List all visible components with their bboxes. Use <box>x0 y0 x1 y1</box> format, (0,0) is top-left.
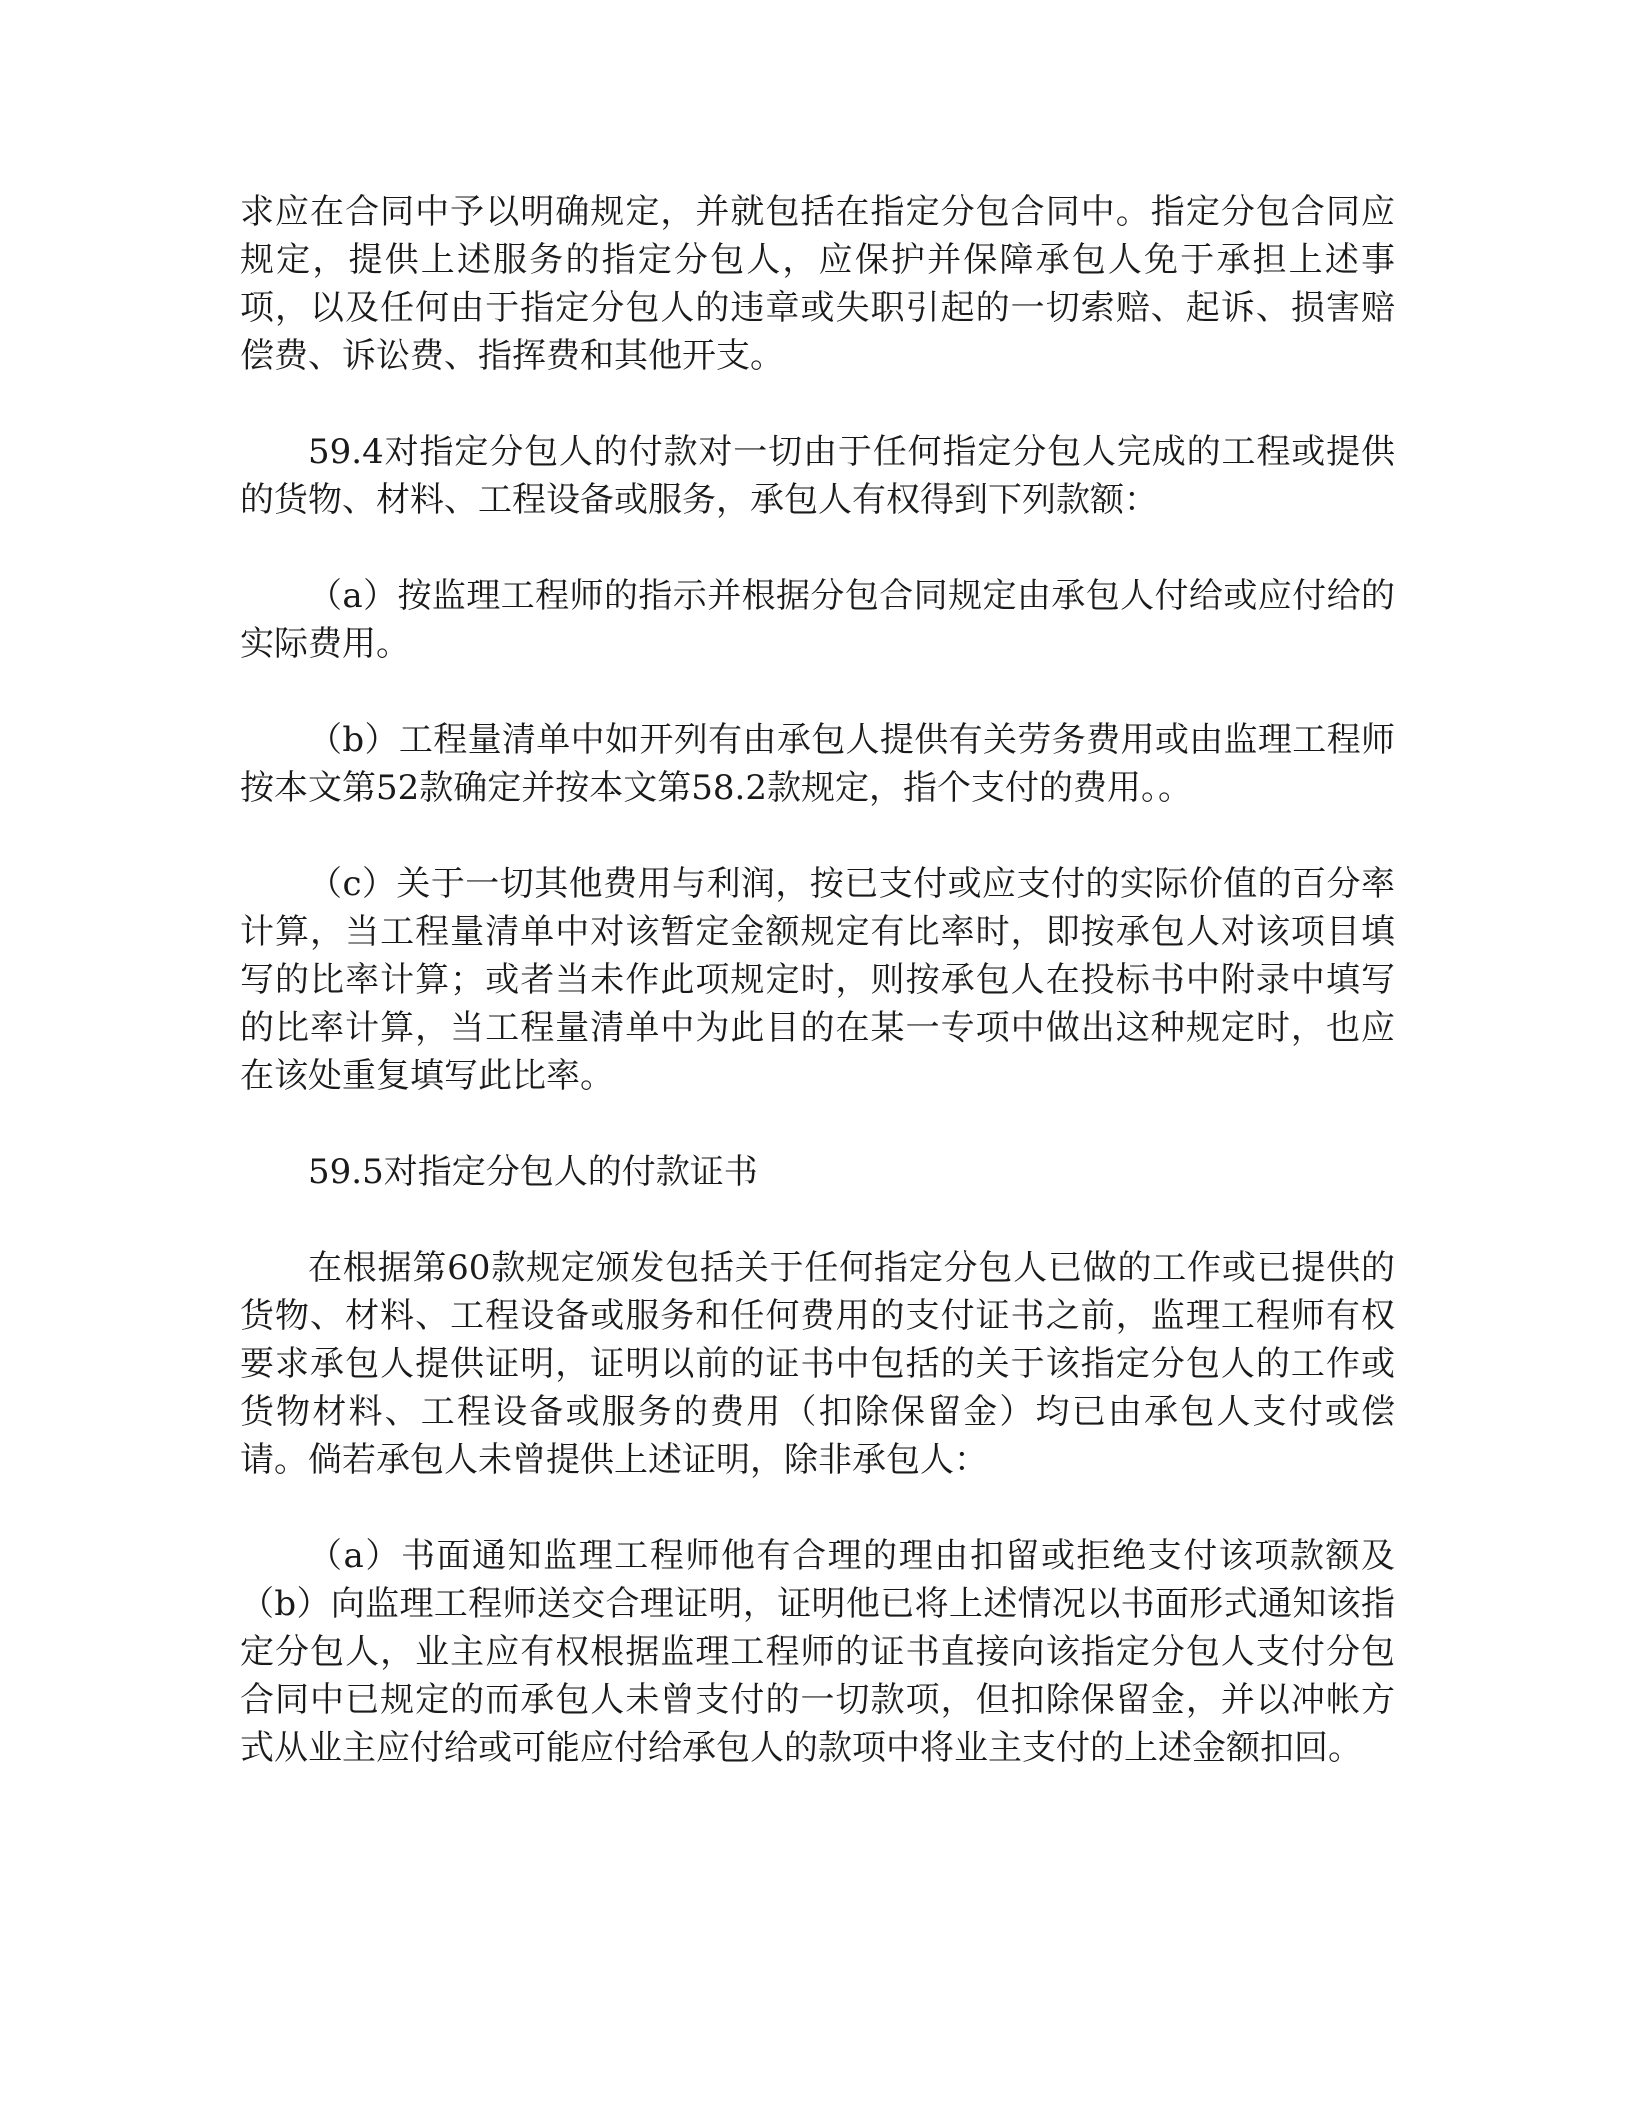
paragraph-gap <box>240 812 1395 860</box>
heading-59-5-payment-certificate: 59.5对指定分包人的付款证书 <box>308 1152 758 1192</box>
paragraph-certificate-proof: 在根据第60款规定颁发包括关于任何指定分包人已做的工作或已提供的货物、材料、工程设备或服务和任何费用的支付证书之前，监理工程师有权要求承包人提供证明，证明以前的证书中包括的关于该指定分包人的工作或货物材料、工程设备或服务的费用（扣除保留金）均已由承包人支付或偿请。倘若承包人未曾提供上述证明，除非承包人： <box>240 1248 1395 1480</box>
document-body <box>240 188 1395 1772</box>
paragraph-item-c-other-charges: （c）关于一切其他费用与利润，按已支付或应支付的实际价值的百分率计算，当工程量清单中对该暂定金额规定有比率时，即按承包人对该项目填写的比率计算；或者当未作此项规定时，则按承包人在投标书中附录中填写的比率计算，当工程量清单中为此目的在某一专项中做出这种规定时，也应在该处重复填写此比率。 <box>240 864 1395 1096</box>
paragraph-gap <box>240 380 1395 428</box>
paragraph-gap <box>240 668 1395 716</box>
paragraph-item-a-actual-cost: （a）按监理工程师的指示并根据分包合同规定由承包人付给或应付给的实际费用。 <box>240 576 1395 664</box>
paragraph-gap <box>240 524 1395 572</box>
paragraph-item-b-labour-charges: （b）工程量清单中如开列有由承包人提供有关劳务费用或由监理工程师按本文第52款确定并按本文第58.2款规定，指个支付的费用。。 <box>240 720 1395 808</box>
paragraph-direct-payment: （a）书面通知监理工程师他有合理的理由扣留或拒绝支付该项款额及（b）向监理工程师送交合理证明，证明他已将上述情况以书面形式通知该指定分包人，业主应有权根据监理工程师的证书直接向该指定分包人支付分包合同中已规定的而承包人未曾支付的一切款项，但扣除保留金，并以冲帐方式从业主应付给或可能应付给承包人的款项中将业主支付的上述金额扣回。 <box>240 1536 1395 1768</box>
paragraph-gap <box>240 1196 1395 1244</box>
paragraph-gap <box>240 1484 1395 1532</box>
paragraph-services-obligation: 求应在合同中予以明确规定，并就包括在指定分包合同中。指定分包合同应规定，提供上述服务的指定分包人，应保护并保障承包人免于承担上述事项，以及任何由于指定分包人的违章或失职引起的一切索赔、起诉、损害赔偿费、诉讼费、指挥费和其他开支。 <box>240 192 1395 376</box>
paragraph-59-4-payment: 59.4对指定分包人的付款对一切由于任何指定分包人完成的工程或提供的货物、材料、工程设备或服务，承包人有权得到下列款额： <box>240 432 1395 520</box>
paragraph-gap <box>240 1100 1395 1148</box>
